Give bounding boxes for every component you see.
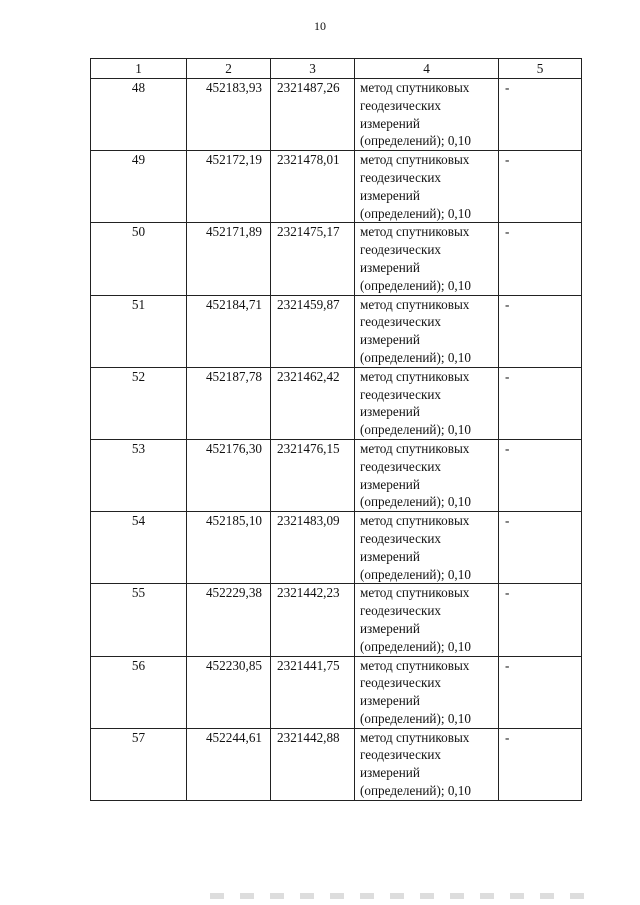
table-row	[91, 367, 582, 439]
method-cell	[355, 295, 499, 367]
table-row	[91, 223, 582, 295]
point-number-cell: 56	[91, 656, 187, 728]
method-line: (определений); 0,10	[360, 494, 471, 510]
method-line: метод спутниковых	[360, 585, 470, 601]
method-line: (определений); 0,10	[360, 133, 471, 149]
x-coordinate-cell: 452172,19	[187, 151, 271, 223]
method-line: (определений); 0,10	[360, 566, 471, 582]
method-line: метод спутниковых	[360, 657, 470, 673]
method-line: геодезических	[360, 314, 442, 330]
method-line: геодезических	[360, 675, 442, 691]
column-header: 2	[187, 59, 271, 79]
note-cell: -	[499, 656, 582, 728]
method-line: геодезических	[360, 386, 442, 402]
method-cell	[355, 728, 499, 800]
method-line: (определений); 0,10	[360, 277, 471, 293]
page-number: 10	[314, 19, 326, 33]
method-line: измерений	[360, 332, 420, 348]
method-line: метод спутниковых	[360, 440, 470, 456]
point-number-cell: 48	[91, 79, 187, 151]
point-number-cell: 53	[91, 439, 187, 511]
method-line: геодезических	[360, 97, 442, 113]
method-line: измерений	[360, 187, 420, 203]
method-cell	[355, 367, 499, 439]
method-line: метод спутниковых	[360, 152, 470, 168]
point-number-cell: 49	[91, 151, 187, 223]
method-line: метод спутниковых	[360, 368, 470, 384]
method-cell	[355, 79, 499, 151]
method-line: измерений	[360, 404, 420, 420]
method-line: (определений); 0,10	[360, 638, 471, 654]
note-cell: -	[499, 151, 582, 223]
method-line: геодезических	[360, 603, 442, 619]
note-cell: -	[499, 512, 582, 584]
note-cell: -	[499, 79, 582, 151]
method-line: метод спутниковых	[360, 729, 470, 745]
method-line: геодезических	[360, 169, 442, 185]
y-coordinate-cell: 2321462,42	[271, 367, 355, 439]
method-line: метод спутниковых	[360, 224, 470, 240]
method-line: (определений); 0,10	[360, 422, 471, 438]
method-line: измерений	[360, 115, 420, 131]
note-cell: -	[499, 223, 582, 295]
method-line: (определений); 0,10	[360, 710, 471, 726]
note-cell: -	[499, 439, 582, 511]
table-header-row	[91, 59, 582, 79]
x-coordinate-cell: 452171,89	[187, 223, 271, 295]
x-coordinate-cell: 452229,38	[187, 584, 271, 656]
y-coordinate-cell: 2321483,09	[271, 512, 355, 584]
table-row	[91, 439, 582, 511]
table-body	[91, 79, 582, 801]
table-row	[91, 295, 582, 367]
method-cell	[355, 223, 499, 295]
coordinates-table	[90, 58, 582, 801]
method-line: (определений); 0,10	[360, 349, 471, 365]
method-cell	[355, 656, 499, 728]
point-number-cell: 57	[91, 728, 187, 800]
y-coordinate-cell: 2321475,17	[271, 223, 355, 295]
x-coordinate-cell: 452187,78	[187, 367, 271, 439]
x-coordinate-cell: 452185,10	[187, 512, 271, 584]
table-row	[91, 512, 582, 584]
y-coordinate-cell: 2321442,23	[271, 584, 355, 656]
method-cell	[355, 512, 499, 584]
table-row	[91, 656, 582, 728]
note-cell: -	[499, 728, 582, 800]
method-line: измерений	[360, 693, 420, 709]
method-cell	[355, 584, 499, 656]
column-header: 1	[91, 59, 187, 79]
table-row	[91, 728, 582, 800]
y-coordinate-cell: 2321441,75	[271, 656, 355, 728]
point-number-cell: 52	[91, 367, 187, 439]
x-coordinate-cell: 452176,30	[187, 439, 271, 511]
point-number-cell: 55	[91, 584, 187, 656]
method-line: измерений	[360, 765, 420, 781]
y-coordinate-cell: 2321478,01	[271, 151, 355, 223]
note-cell: -	[499, 367, 582, 439]
table-row	[91, 151, 582, 223]
method-line: измерений	[360, 259, 420, 275]
scan-artifact	[210, 893, 590, 899]
method-line: измерений	[360, 620, 420, 636]
method-line: геодезических	[360, 530, 442, 546]
method-line: (определений); 0,10	[360, 205, 471, 221]
column-header: 3	[271, 59, 355, 79]
table-row	[91, 584, 582, 656]
column-header: 4	[355, 59, 499, 79]
method-line: метод спутниковых	[360, 296, 470, 312]
method-cell	[355, 151, 499, 223]
method-line: метод спутниковых	[360, 80, 470, 95]
note-cell: -	[499, 584, 582, 656]
y-coordinate-cell: 2321476,15	[271, 439, 355, 511]
point-number-cell: 54	[91, 512, 187, 584]
method-line: измерений	[360, 548, 420, 564]
point-number-cell: 51	[91, 295, 187, 367]
method-line: геодезических	[360, 242, 442, 258]
x-coordinate-cell: 452184,71	[187, 295, 271, 367]
method-cell	[355, 439, 499, 511]
note-cell: -	[499, 295, 582, 367]
y-coordinate-cell: 2321487,26	[271, 79, 355, 151]
table-row	[91, 79, 582, 151]
method-line: измерений	[360, 476, 420, 492]
x-coordinate-cell: 452244,61	[187, 728, 271, 800]
method-line: геодезических	[360, 458, 442, 474]
x-coordinate-cell: 452230,85	[187, 656, 271, 728]
method-line: (определений); 0,10	[360, 783, 471, 799]
y-coordinate-cell: 2321459,87	[271, 295, 355, 367]
method-line: геодезических	[360, 747, 442, 763]
y-coordinate-cell: 2321442,88	[271, 728, 355, 800]
column-header: 5	[499, 59, 582, 79]
point-number-cell: 50	[91, 223, 187, 295]
method-line: метод спутниковых	[360, 513, 470, 529]
x-coordinate-cell: 452183,93	[187, 79, 271, 151]
